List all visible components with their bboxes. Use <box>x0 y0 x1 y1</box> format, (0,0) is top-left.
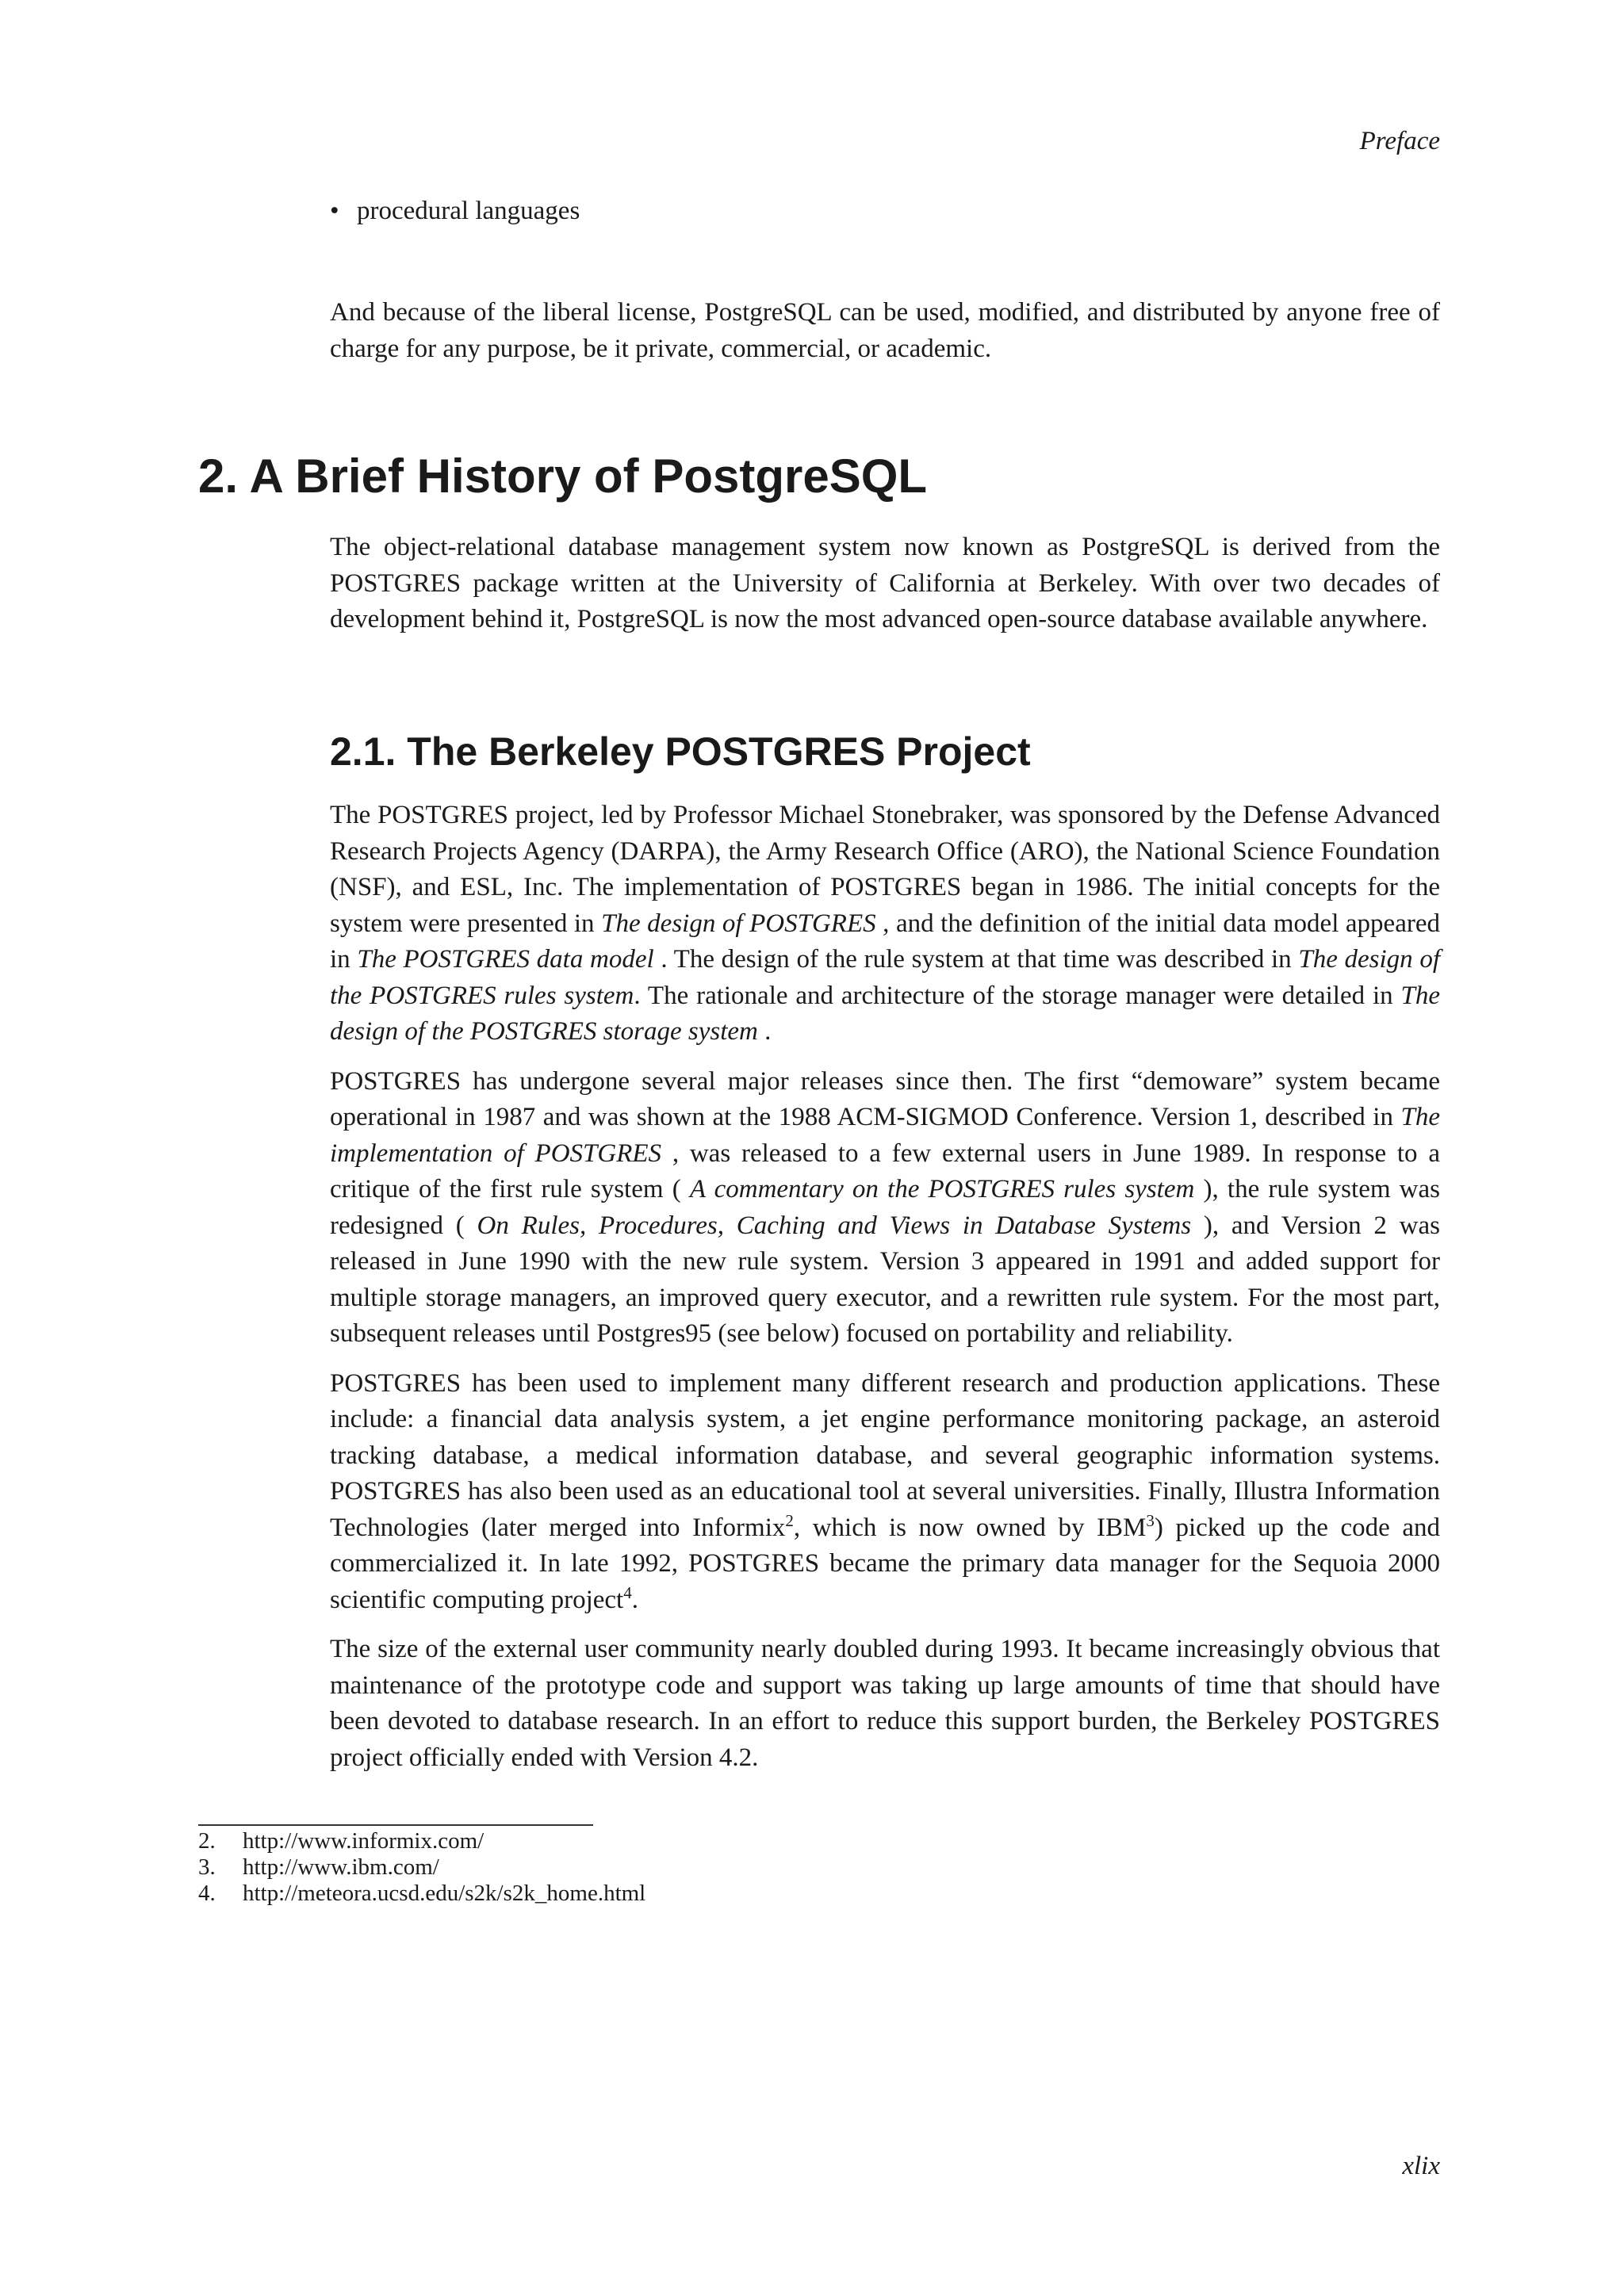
bullet-list-item <box>330 193 580 229</box>
bullet-icon: • <box>330 197 339 225</box>
footnote-number: 2. <box>198 1828 216 1854</box>
section-body <box>330 530 1440 638</box>
text-run: ), the rule system was redesigned ( <box>330 1175 1440 1240</box>
text-run: . The rationale and architecture of the storage manager were detailed in <box>634 981 1401 1010</box>
footnote-url[interactable]: http://www.ibm.com/ <box>243 1854 439 1880</box>
citation-link[interactable]: The POSTGRES data model <box>357 945 654 974</box>
text-run: , was released to a few external users in June 1989. In response to a critique of the first rule system ( <box>330 1138 1440 1203</box>
footnote-number: 4. <box>198 1881 216 1906</box>
citation-link[interactable]: The design of POSTGRES <box>601 909 876 938</box>
text-run: . <box>757 1017 772 1046</box>
footnote-divider <box>198 1824 593 1826</box>
intro-paragraph: And because of the liberal license, PostgreSQL can be used, modified, and distributed by anyone free of charge for any purpose, be it private, commercial, or academic. <box>330 298 1440 363</box>
running-head: Preface <box>1359 127 1440 155</box>
footnote-list <box>198 1828 645 1907</box>
intro-block <box>330 295 1440 367</box>
subsection-body <box>330 798 1440 1776</box>
footnote-item <box>198 1828 645 1854</box>
bullet-text: procedural languages <box>357 197 580 225</box>
text-run: POSTGRES has been used to implement many different research and production applications. These include: a financial data analysis system, a jet engine performance monitoring package, an asteroid tracking database, a medical information database, and several geographic information systems. POSTGRES has also been used as an educational tool at several universities. Finally, Illustra Information Technologies (later merged into Informix <box>330 1368 1440 1542</box>
text-run: POSTGRES has undergone several major releases since then. The first “demoware” system became operational in 1987 and was shown at the 1988 ACM-SIGMOD Conference. Version 1, described in <box>330 1066 1440 1131</box>
text-run: ) picked up the code and commercialized it. In late 1992, POSTGRES became the primary data manager for the Sequoia 2000 scientific computing project <box>330 1513 1440 1614</box>
footnote-number: 3. <box>198 1854 216 1880</box>
paragraph-2 <box>330 1064 1440 1353</box>
text-run: , which is now owned by IBM <box>793 1513 1147 1542</box>
footnote-item <box>198 1881 645 1907</box>
footnote-ref[interactable]: 4 <box>623 1582 632 1602</box>
section-heading: 2. A Brief History of PostgreSQL <box>198 450 928 503</box>
subsection-heading: 2.1. The Berkeley POSTGRES Project <box>330 729 1031 774</box>
text-run: . The design of the rule system at that time was described in <box>653 945 1299 974</box>
citation-link[interactable]: On Rules, Procedures, Caching and Views in Database Systems <box>477 1211 1192 1240</box>
citation-link[interactable]: The implementation of POSTGRES <box>330 1103 1440 1168</box>
footnote-ref[interactable]: 3 <box>1146 1510 1155 1530</box>
text-run: ), and Version 2 was released in June 1990 with the new rule system. Version 3 appeared in 1991 and added support for multiple storage managers, an improved query executor, and a rewritten rule system. For the most part, subsequent releases until Postgres95 (see below) focused on portability and reliability. <box>330 1211 1440 1348</box>
footnote-url[interactable]: http://meteora.ucsd.edu/s2k/s2k_home.html <box>243 1881 646 1906</box>
text-run: The POSTGRES project, led by Professor Michael Stonebraker, was sponsored by the Defense Advanced Research Projects Agency (DARPA), the Army Research Office (ARO), the National Science Foundation (NSF), and ESL, Inc. The implementation of POSTGRES began in 1986. The initial concepts for the system were presented in <box>330 801 1440 938</box>
footnote-url[interactable]: http://www.informix.com/ <box>243 1828 485 1854</box>
paragraph-3 <box>330 1366 1440 1619</box>
footnote-ref[interactable]: 2 <box>785 1510 794 1530</box>
citation-link[interactable]: The design of the POSTGRES rules system <box>330 945 1441 1010</box>
paragraph-1 <box>330 798 1440 1050</box>
citation-link[interactable]: The design of the POSTGRES storage system <box>330 981 1440 1046</box>
text-run: . <box>631 1585 638 1614</box>
paragraph-4: The size of the external user community nearly doubled during 1993. It became increasingly obvious that maintenance of the prototype code and support was taking up large amounts of time that should have been devoted to database research. In an effort to reduce this support burden, the Berkeley POSTGRES project officially ended with Version 4.2. <box>330 1635 1440 1772</box>
text-run: , and the definition of the initial data model appeared in <box>330 909 1440 974</box>
citation-link[interactable]: A commentary on the POSTGRES rules system <box>689 1175 1195 1203</box>
page-number: xlix <box>1402 2152 1440 2180</box>
footnote-item <box>198 1854 645 1881</box>
section-paragraph: The object-relational database management system now known as PostgreSQL is derived from the POSTGRES package written at the University of California at Berkeley. With over two decades of development behind it, PostgreSQL is now the most advanced open-source database available anywhere. <box>330 533 1440 633</box>
